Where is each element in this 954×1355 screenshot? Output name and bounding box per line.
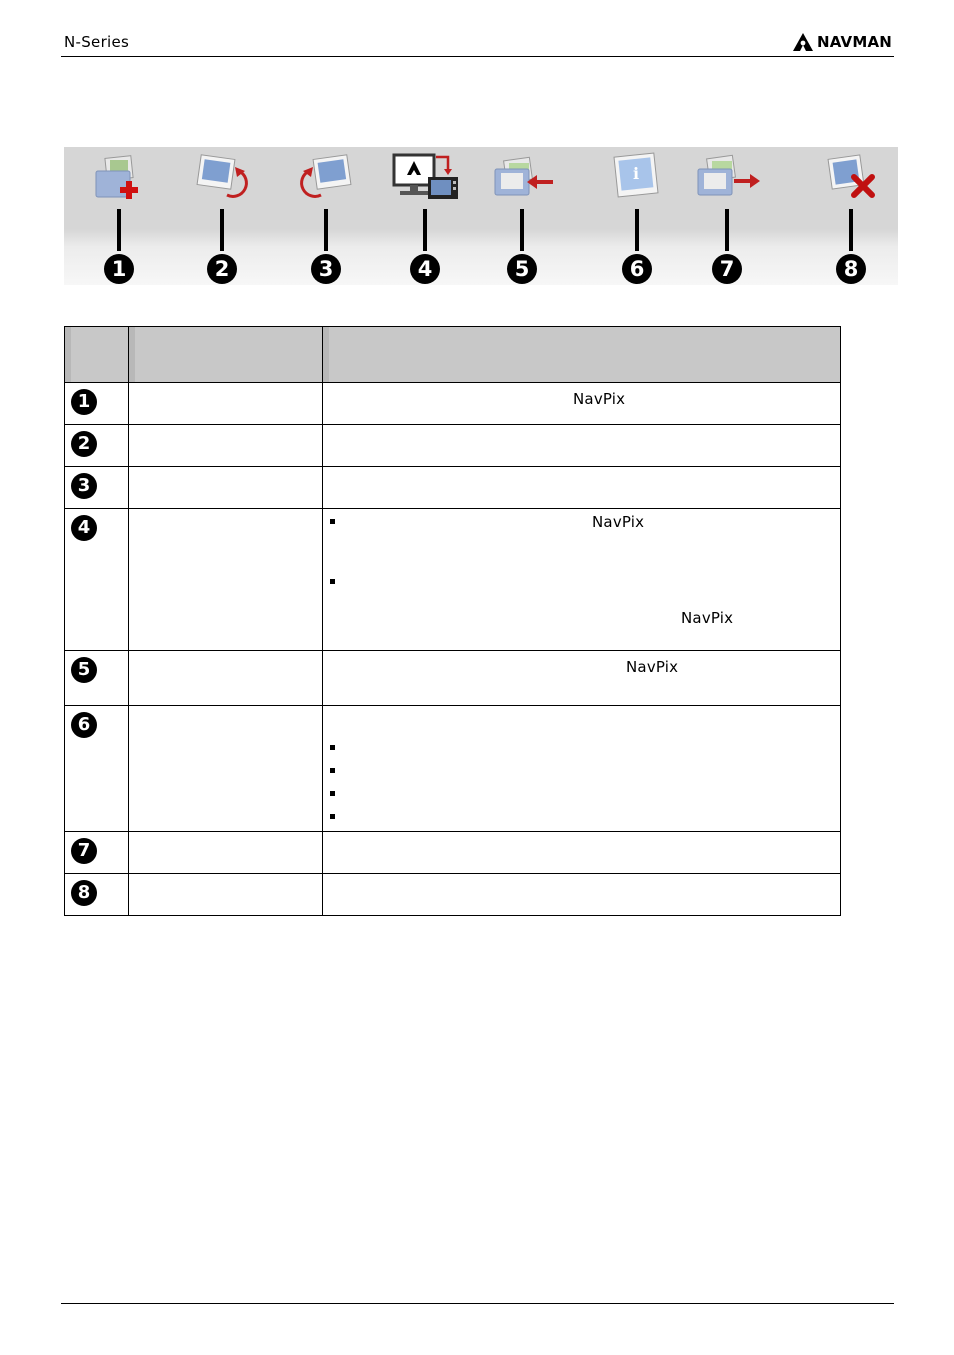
toolbar-callout-6 <box>602 147 672 285</box>
callout-line <box>849 209 853 251</box>
table-header-cell <box>65 327 129 383</box>
row-description-cell <box>323 706 841 832</box>
row-number-badge: 1 <box>71 389 97 415</box>
row-name-cell <box>129 651 323 706</box>
table-row <box>65 874 841 916</box>
svg-text:i: i <box>633 164 640 183</box>
row-number-cell <box>65 383 129 425</box>
table-row <box>65 509 841 651</box>
callout-line <box>220 209 224 251</box>
table-row <box>65 832 841 874</box>
toolbar-callout-8 <box>816 147 886 285</box>
row-name-cell <box>129 509 323 651</box>
row-description-cell <box>323 467 841 509</box>
row-number-cell <box>65 425 129 467</box>
toolbar-callout-5 <box>487 147 557 285</box>
row-number-badge: 5 <box>71 657 97 683</box>
navman-logo-icon <box>792 32 814 52</box>
bullet-marker <box>330 519 335 524</box>
row-number-cell <box>65 874 129 916</box>
bullet-marker <box>330 791 335 796</box>
callout-number: 7 <box>712 254 742 284</box>
toolbar-function-table <box>64 326 841 916</box>
copy-to-device-icon <box>390 151 460 203</box>
callout-number: 1 <box>104 254 134 284</box>
row-description-cell <box>323 425 841 467</box>
table-row <box>65 706 841 832</box>
callout-line <box>117 209 121 251</box>
row-number-badge: 7 <box>71 838 97 864</box>
bullet-marker <box>330 768 335 773</box>
add-photo-icon <box>84 151 154 203</box>
row-number-cell <box>65 467 129 509</box>
callout-line <box>423 209 427 251</box>
rotate-right-icon <box>187 151 257 203</box>
row-description-cell <box>323 651 841 706</box>
callout-number: 2 <box>207 254 237 284</box>
row-description-cell <box>323 874 841 916</box>
row-number-cell <box>65 832 129 874</box>
navpix-text: NavPix <box>592 513 645 531</box>
callout-line <box>324 209 328 251</box>
callout-line <box>725 209 729 251</box>
table-row <box>65 425 841 467</box>
info-icon <box>602 151 672 203</box>
callout-number: 4 <box>410 254 440 284</box>
callout-line <box>520 209 524 251</box>
navpix-text: NavPix <box>573 390 626 408</box>
callout-number: 8 <box>836 254 866 284</box>
import-photos-icon <box>487 151 557 203</box>
page-header-title: N-Series <box>64 33 130 51</box>
row-name-cell <box>129 467 323 509</box>
row-description-cell <box>323 509 841 651</box>
row-number-badge: 3 <box>71 473 97 499</box>
row-number-cell <box>65 706 129 832</box>
row-name-cell <box>129 383 323 425</box>
toolbar-callout-4 <box>390 147 460 285</box>
table-header-cell <box>323 327 841 383</box>
row-name-cell <box>129 874 323 916</box>
callout-number: 6 <box>622 254 652 284</box>
row-number-cell <box>65 651 129 706</box>
header-rule <box>61 56 894 57</box>
footer-rule <box>61 1303 894 1304</box>
bullet-marker <box>330 814 335 819</box>
table-row <box>65 383 841 425</box>
table-row <box>65 467 841 509</box>
callout-number: 3 <box>311 254 341 284</box>
export-photos-icon <box>692 151 762 203</box>
navpix-text: NavPix <box>681 609 734 627</box>
rotate-left-icon <box>291 151 361 203</box>
toolbar-callout-7 <box>692 147 762 285</box>
row-number-cell <box>65 509 129 651</box>
row-name-cell <box>129 832 323 874</box>
toolbar-callout-1 <box>84 147 154 285</box>
row-number-badge: 8 <box>71 880 97 906</box>
table-row <box>65 651 841 706</box>
toolbar-callout-2 <box>187 147 257 285</box>
toolbar-callout-3 <box>291 147 361 285</box>
row-number-badge: 6 <box>71 712 97 738</box>
delete-photo-icon <box>816 151 886 203</box>
bullet-marker <box>330 579 335 584</box>
table-header-cell <box>129 327 323 383</box>
row-name-cell <box>129 706 323 832</box>
bullet-marker <box>330 745 335 750</box>
table-header-row <box>65 327 841 383</box>
navman-logo <box>792 31 892 53</box>
navpix-text: NavPix <box>626 658 679 676</box>
navpix-toolbar-figure <box>64 147 898 285</box>
logo-wordmark: NAVMAN <box>817 33 893 51</box>
callout-number: 5 <box>507 254 537 284</box>
row-description-cell <box>323 832 841 874</box>
row-number-badge: 4 <box>71 515 97 541</box>
row-name-cell <box>129 425 323 467</box>
callout-line <box>635 209 639 251</box>
row-number-badge: 2 <box>71 431 97 457</box>
row-description-cell <box>323 383 841 425</box>
